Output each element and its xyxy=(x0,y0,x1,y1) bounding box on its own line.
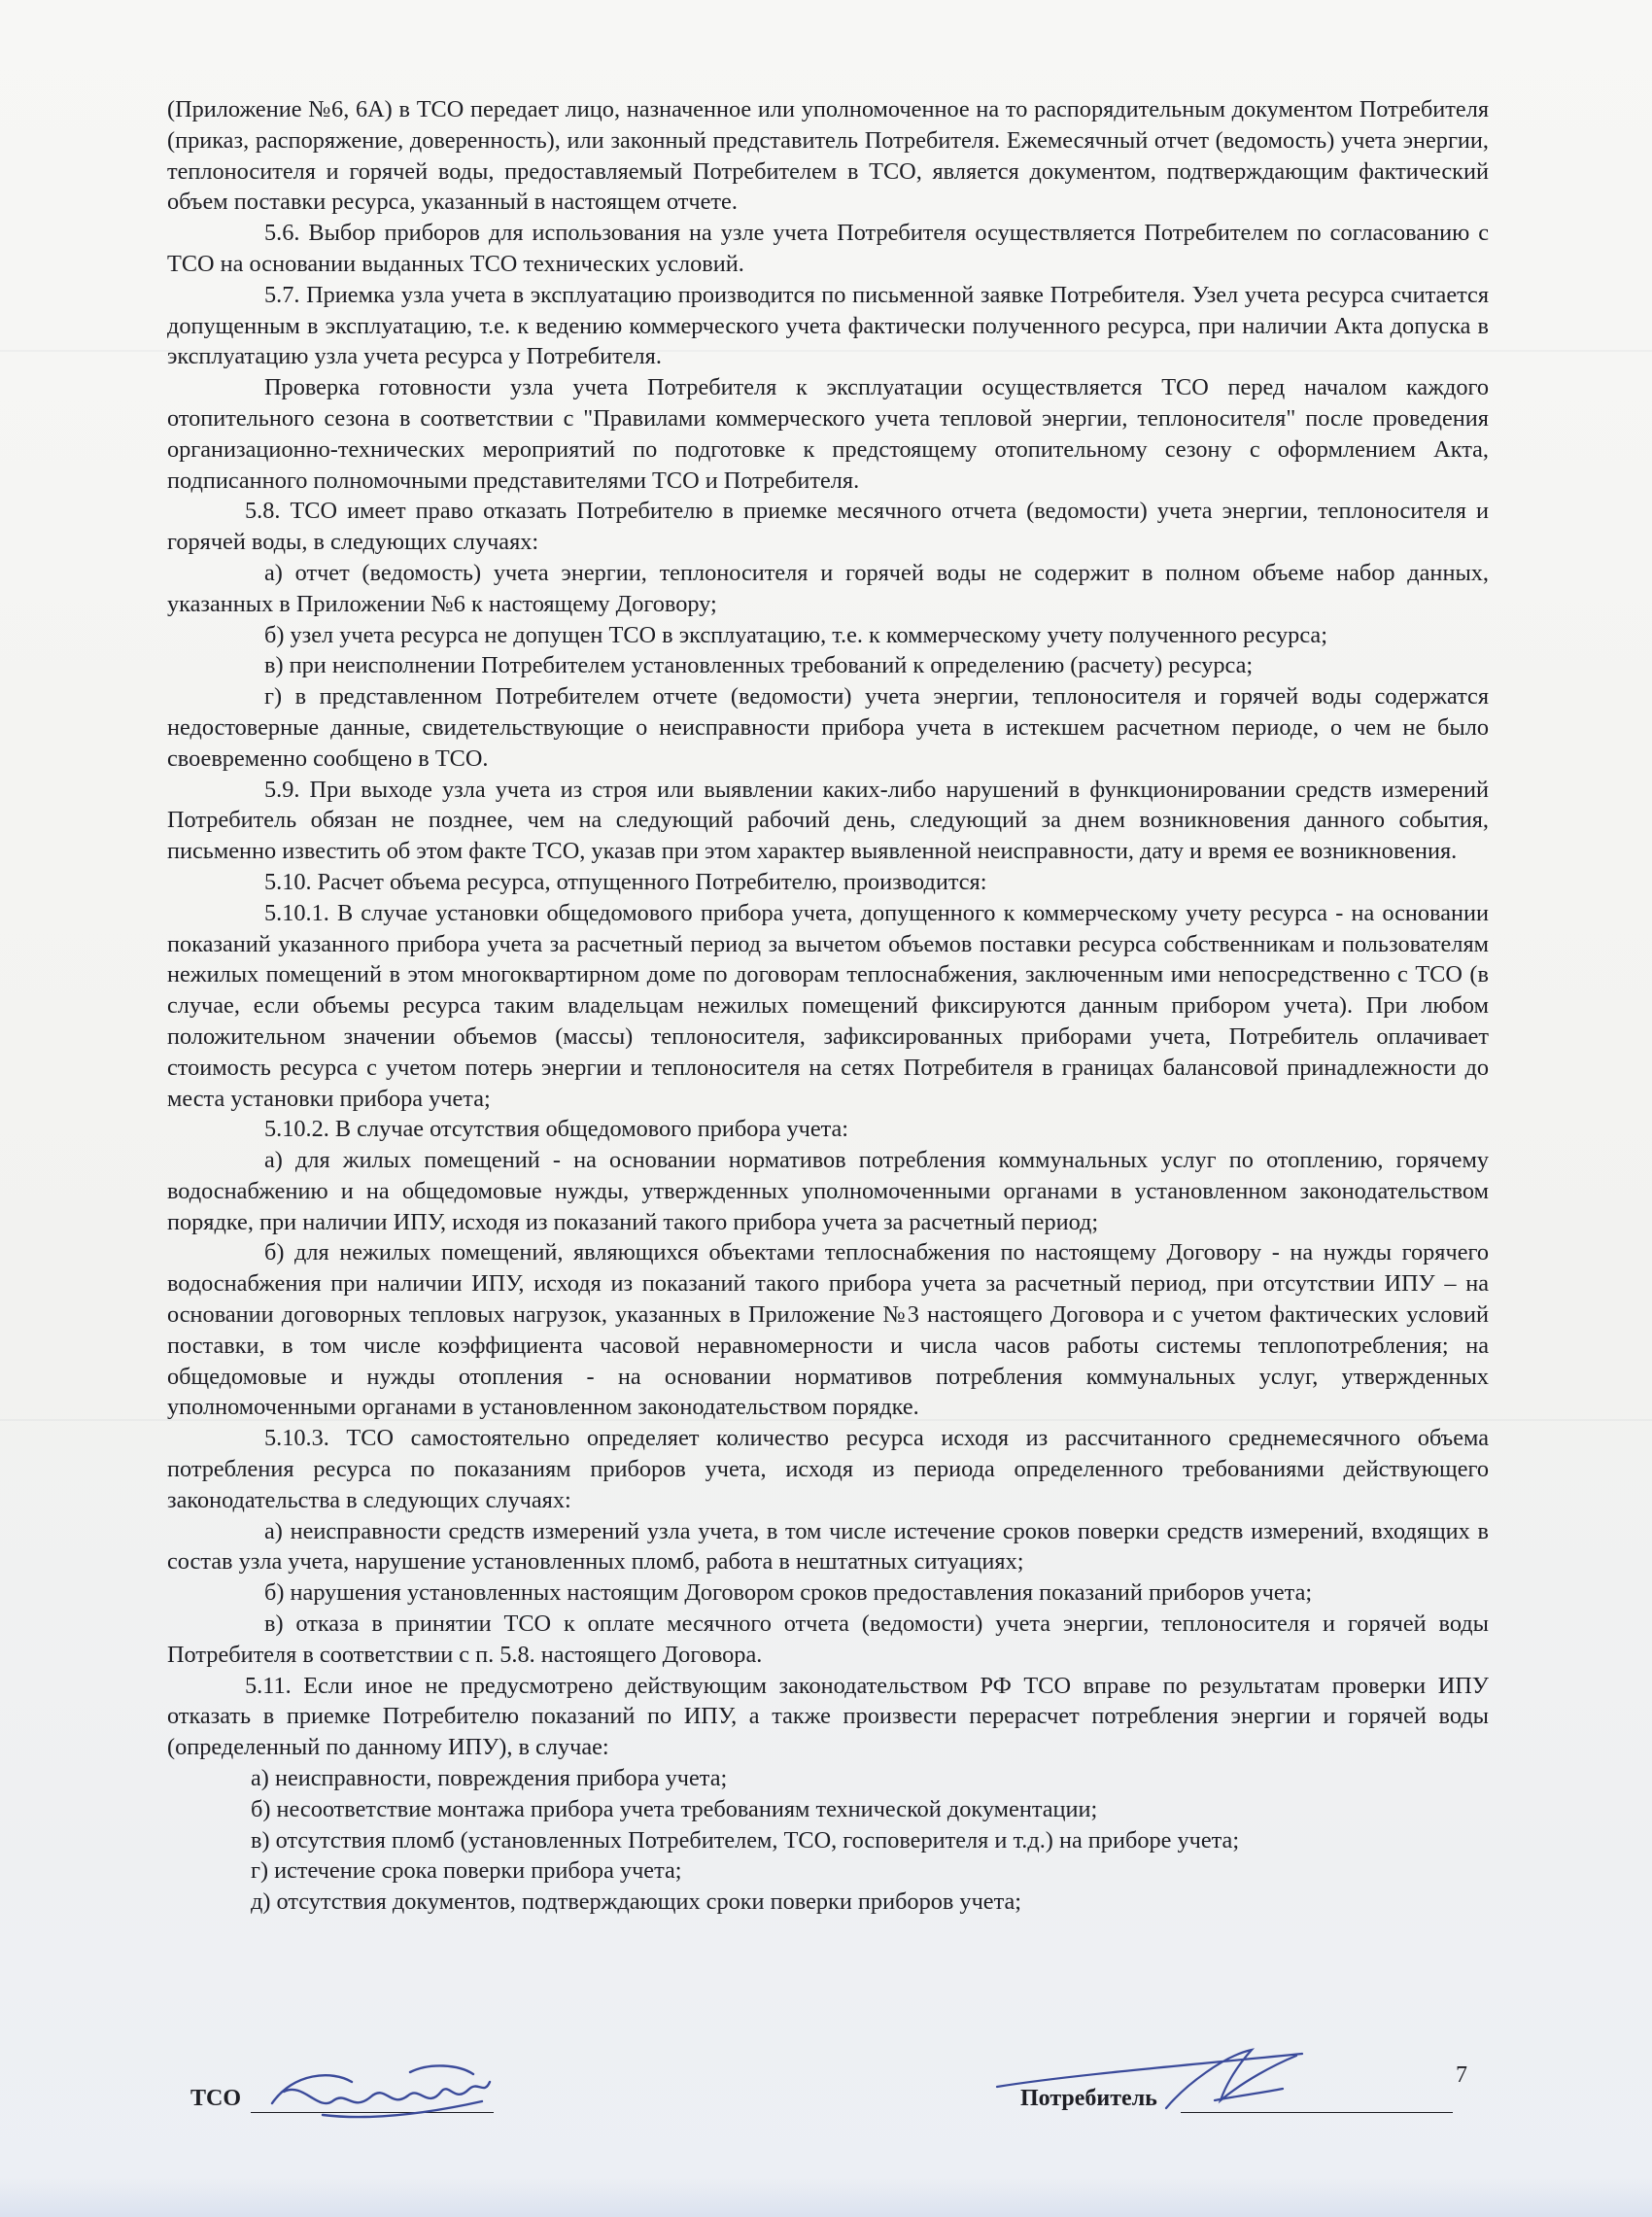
paragraph: д) отсутствия документов, подтверждающих сроки поверки приборов учета; xyxy=(251,1888,1022,1916)
paragraph: б) узел учета ресурса не допущен ТСО в эксплуатацию, т.е. к коммерческому учету полученного ресурса; xyxy=(264,621,1327,648)
signature-consumer-handwritten xyxy=(991,2036,1322,2119)
signature-label-consumer: Потребитель xyxy=(1020,2086,1157,2111)
paragraph: в) отсутствия пломб (установленных Потребителем, ТСО, госповерителя и т.д.) на приборе учета; xyxy=(251,1826,1240,1853)
paragraph: г) истечение срока поверки прибора учета; xyxy=(251,1857,682,1885)
page-number: 7 xyxy=(1456,2062,1467,2088)
paragraph: б) нарушения установленных настоящим Договором сроков предоставления показаний приборов учета; xyxy=(264,1579,1313,1607)
paragraph: 5.7. Приемка узла учета в эксплуатацию производится по письменной заявке Потребителя. Узел учета ресурса считается допущенным в эксплуатацию, т.е. к ведению коммерческого учета фактически полученного ресурса, при наличии Акта допуска в эксплуатацию узла учета ресурса у Потребителя. xyxy=(167,281,1489,370)
signature-label-tso: ТСО xyxy=(190,2086,242,2111)
paragraph: 5.10.3. ТСО самостоятельно определяет количество ресурса исходя из рассчитанного среднемесячного объема потребления ресурса по показаниям приборов учета, исходя из периода определенного требованиями действующего законодательства в следующих случаях: xyxy=(167,1425,1489,1513)
paragraph: 5.11. Если иное не предусмотрено действующим законодательством РФ ТСО вправе по результатам проверки ИПУ отказать в приемке Потребителю показаний по ИПУ, а также произвести перерасчет потребления энергии и горячей воды (определенный по данному ИПУ), в случае: xyxy=(167,1672,1489,1761)
paragraph: г) в представленном Потребителем отчете (ведомости) учета энергии, теплоносителя и горячей воды содержатся недостоверные данные, свидетельствующие о неисправности прибора учета в истекшем расчетном периоде, о чем не было своевременно сообщено в ТСО. xyxy=(167,683,1489,772)
paragraph: б) несоответствие монтажа прибора учета требованиям технической документации; xyxy=(251,1795,1098,1822)
paragraph: Проверка готовности узла учета Потребителя к эксплуатации осуществляется ТСО перед началом каждого отопительного сезона в соответствии с "Правилами коммерческого учета тепловой энергии, теплоносителя" после проведения организационно-технических мероприятий по подготовке к предстоящему отопительному сезону с оформлением Акта, подписанного полномочными представителями ТСО и Потребителя. xyxy=(167,374,1489,494)
paragraph: (Приложение №6, 6А) в ТСО передает лицо, назначенное или уполномоченное на то распорядительным документом Потребителя (приказ, распоряжение, доверенность), или законный представитель Потребителя. Ежемесячный отчет (ведомость) учета энергии, теплоносителя и горячей воды, предоставляемый Потребителем в ТСО, является документом, подтверждающим фактический объем поставки ресурса, указанный в настоящем отчете. xyxy=(167,96,1489,216)
paragraph: а) неисправности, повреждения прибора учета; xyxy=(251,1765,728,1792)
paragraph: а) отчет (ведомость) учета энергии, теплоносителя и горячей воды не содержит в полном объеме набор данных, указанных в Приложении №6 к настоящему Договору; xyxy=(167,559,1489,617)
paragraph: б) для нежилых помещений, являющихся объектами теплоснабжения по настоящему Договору - на нужды горячего водоснабжения при наличии ИПУ, исходя из показаний такого прибора учета за расчетный период, при отсутствии ИПУ – на основании договорных тепловых нагрузок, указанных в Приложение №3 настоящего Договора и с учетом фактических условий поставки, в том числе коэффициента часовой неравномерности и числа часов работы системы теплопотребления; на общедомовые и нужды отопления - на основании нормативов потребления коммунальных услуг, утвержденных уполномоченными органами в установленном законодательством порядке. xyxy=(167,1239,1489,1421)
signature-tso-handwritten xyxy=(264,2053,498,2130)
scanner-edge-tint xyxy=(0,2177,1652,2217)
paragraph: а) для жилых помещений - на основании нормативов потребления коммунальных услуг по отоплению, горячему водоснабжению и на общедомовые нужды, утвержденных уполномоченными органами в установленном законодательством порядке, при наличии ИПУ, исходя из показаний такого прибора учета за расчетный период; xyxy=(167,1147,1489,1235)
paragraph: в) отказа в принятии ТСО к оплате месячного отчета (ведомости) учета энергии, теплоносителя и горячей воды Потребителя в соответствии с п. 5.8. настоящего Договора. xyxy=(167,1611,1489,1668)
paragraph: 5.10.2. В случае отсутствия общедомового прибора учета: xyxy=(264,1116,849,1143)
paragraph: 5.10. Расчет объема ресурса, отпущенного Потребителю, производится: xyxy=(264,868,987,895)
paragraph: а) неисправности средств измерений узла учета, в том числе истечение сроков поверки средств измерений, входящих в состав узла учета, нарушение установленных пломб, работа в нештатных ситуациях; xyxy=(167,1517,1489,1576)
body-text xyxy=(167,94,1489,1918)
paragraph: 5.10.1. В случае установки общедомового прибора учета, допущенного к коммерческому учету ресурса - на основании показаний указанного прибора учета за расчетный период за вычетом объемов поставки ресурса собственникам и пользователям нежилых помещений в этом многоквартирном доме по договорам теплоснабжения, заключенным ими непосредственно с ТСО (в случае, если объемы ресурса таким владельцам нежилых помещений фиксируются данным прибором учета). При любом положительном значении объемов (массы) теплоносителя, зафиксированных приборами учета, Потребитель оплачивает стоимость ресурса с учетом потерь энергии и теплоносителя на сетях Потребителя в границах балансовой принадлежности до места установки прибора учета; xyxy=(167,899,1489,1112)
paragraph: в) при неисполнении Потребителем установленных требований к определению (расчету) ресурса; xyxy=(264,652,1254,679)
paragraph: 5.9. При выходе узла учета из строя или выявлении каких-либо нарушений в функционировании средств измерений Потребитель обязан не позднее, чем на следующий рабочий день, следующий за днем возникновения данного события, письменно известить об этом факте ТСО, указав при этом характер выявленной неисправности, дату и время ее возникновения. xyxy=(167,776,1489,865)
paragraph: 5.6. Выбор приборов для использования на узле учета Потребителя осуществляется Потребителем по согласованию с ТСО на основании выданных ТСО технических условий. xyxy=(167,220,1489,277)
paragraph: 5.8. ТСО имеет право отказать Потребителю в приемке месячного отчета (ведомости) учета энергии, теплоносителя и горячей воды, в следующих случаях: xyxy=(167,498,1489,556)
